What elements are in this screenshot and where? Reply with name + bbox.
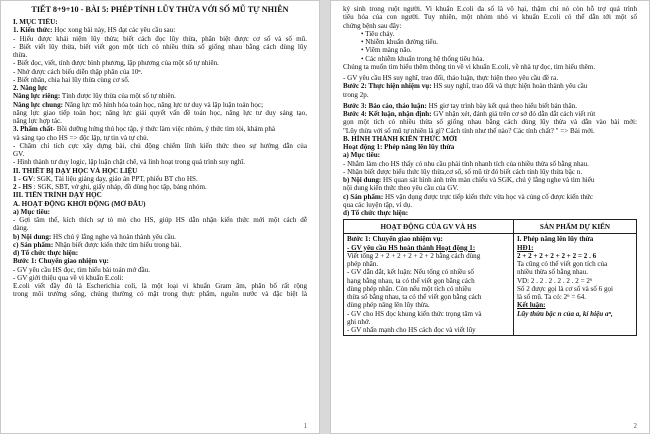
line-lead: 2 - HS <box>13 183 32 191</box>
text-line <box>13 241 307 249</box>
underlined-text: - GV yêu cầu HS hoàn thành Hoạt động 1: <box>347 243 476 252</box>
text-line <box>343 102 637 110</box>
text-line: là số mũ. Ta có: 2⁶ = 64. <box>516 293 587 301</box>
text-line: hạng bằng nhau, ta có thể viết gọn bằng cách <box>347 276 475 285</box>
underlined-text: Kết luận: <box>516 301 546 310</box>
text-line: Chúng ta muốn tìm hiểu thêm thông tin về vi khuẩn E.coli, về nhà tự đọc, tìm hiểu thêm. <box>343 62 596 71</box>
line-rest: Năng lực mô hình hóa toán học, năng lực tư duy và lập luận toán học; <box>62 100 264 109</box>
text-line <box>13 26 307 34</box>
text-line: tiêu hóa của con người. Tuy nhiên, một nhóm nhỏ vi khuẩn E.coli có thể dẫn tới một số <box>343 13 637 22</box>
line-lead: Năng lực chung: <box>13 100 63 109</box>
text-line: - Biết nhân, chia hai lũy thừa cùng cơ số. <box>13 75 130 84</box>
text-line: - GV dẫn dắt, kết luận: Nếu tổng có nhiều số <box>347 268 474 277</box>
text-line: và sáng tạo cho HS => độc lập, tự tin và tự chủ. <box>13 133 149 142</box>
underlined-text: HĐ1: <box>516 243 534 252</box>
text-line <box>13 101 307 109</box>
text-line <box>343 176 637 184</box>
lesson-title: TIẾT 8+9+10 - BÀI 5: PHÉP TÍNH LŨY THỪA VỚI SỐ MŨ TỰ NHIÊN <box>31 5 289 14</box>
text-line: ký sinh trong ruột người. Vi khuẩn E.coli đa số là vô hại, thậm chí nó còn hỗ trợ quá trình <box>343 5 637 13</box>
table-header-activities: HOẠT ĐỘNG CỦA GV VÀ HS <box>344 220 514 234</box>
line-rest: GV nhận xét, đánh giá trên cơ sở đó dẫn dắt cách viết rút <box>431 110 596 118</box>
line-rest: Nhận biết được kiến thức tìm hiểu trong bài. <box>53 240 182 249</box>
text-line <box>343 82 637 90</box>
line-lead: 1. Kiến thức: <box>13 26 53 35</box>
text-line <box>343 193 637 201</box>
text-line: 2 + 2 + 2 + 2 + 2 + 2 = 2 . 6 <box>516 251 597 260</box>
line-lead: c) Sản phẩm: <box>13 240 54 249</box>
text-line: - GV nhấn mạnh cho HS cách đọc và viết lũy <box>347 326 476 334</box>
text-line: I. Phép nâng lên lũy thừa <box>516 235 594 244</box>
text-line: II. THIẾT BỊ DẠY HỌC VÀ HỌC LIỆU <box>13 166 138 175</box>
text-line: gọn một tích có nhiều thừa số giống nhau bằng cách dùng lũy thừa và dẫn vào bài mới: <box>343 118 637 127</box>
text-line: A. HOẠT ĐỘNG KHỞI ĐỘNG (MỞ ĐẦU) <box>13 199 146 208</box>
page-number: 2 <box>633 422 637 430</box>
document-page-1 <box>0 0 320 434</box>
text-line: dùng phép nhân. Còn nếu một tích có nhiều <box>347 284 471 293</box>
text-line <box>517 301 633 309</box>
text-line: • Nhiễm khuẩn đường tiểu. <box>361 38 438 46</box>
text-line: Lũy thừa bậc n của a, kí hiệu aⁿ, <box>516 309 613 318</box>
text-line: - Chăm chỉ tích cực xây dựng bài, chủ động chiếm lĩnh kiến thức theo sự hướng dẫn của <box>13 141 307 150</box>
text-line: - Hình thành tư duy logic, lập luận chặt chẽ, và linh hoạt trong quá trình suy nghĩ. <box>13 158 245 167</box>
text-line: Viết tổng 2 + 2 + 2 + 2 + 2 + 2 bằng cách dùng <box>347 251 481 260</box>
text-line: thừa. <box>13 51 28 59</box>
text-line: dàng. <box>13 224 29 233</box>
page-1-body <box>13 18 307 299</box>
text-line: III. TIẾN TRÌNH DẠY HỌC <box>13 191 102 200</box>
line-lead: b) Nội dung: <box>343 176 382 184</box>
text-line: - Nhận biết được biểu thức lũy thừa,cơ số, số mũ từ đó biết cách tính lũy thừa bậc n. <box>343 167 583 176</box>
line-rest: Học xong bài này, HS đạt các yêu cầu sau: <box>52 26 176 35</box>
text-line: - GV yêu cầu HS đọc, tìm hiểu bài toán mở đầu. <box>13 265 150 274</box>
text-line: GV. <box>13 150 25 158</box>
table-cell-activities <box>344 234 514 336</box>
text-line: ghi nhớ. <box>347 317 371 326</box>
text-line: • Tiêu chảy. <box>361 29 395 38</box>
text-line: Hoạt động 1: Phép nâng lên lũy thừa <box>343 143 455 151</box>
text-line: chứng bệnh sau đây: <box>343 21 402 30</box>
text-line: dùng phép nâng lên lũy thừa. <box>347 301 430 310</box>
text-line: năng lực giao tiếp toán học; năng lực giải quyết vấn đề toán học, năng lực tư duy sáng tạo, <box>13 108 307 117</box>
line-lead: Bước 3: Báo cáo, thảo luận: <box>343 101 427 110</box>
line-rest: : SGK, SBT, vở ghi, giấy nháp, đồ dùng học tập, bảng nhóm. <box>31 183 207 191</box>
line-rest: : SGK, Tài liệu giảng dạy, giáo án PPT, phiếu BT cho HS. <box>33 174 198 183</box>
text-line: - GV yêu cầu HS suy nghĩ, trao đổi, thảo luận, thực hiện theo yêu cầu đề ra. <box>343 74 559 82</box>
line-rest: HS chú ý lắng nghe và hoàn thành yêu cầu. <box>51 232 176 241</box>
text-line <box>13 233 307 241</box>
line-lead: Bước 2: Thực hiện nhiệm vụ: <box>343 82 432 91</box>
text-line: phép nhân. <box>347 260 379 268</box>
text-line <box>347 244 510 252</box>
line-rest: HS suy nghĩ, trao đổi và thực hiện hoàn thành yêu cầu <box>431 82 588 91</box>
text-line: thừa số bằng nhau, ta có thể viết gọn bằng cách <box>347 293 482 301</box>
text-line: • Viêm màng não. <box>361 46 412 55</box>
text-line: • Các nhiễm khuẩn trong hệ thống tiêu hóa. <box>361 54 485 63</box>
text-line: nội dung kiến thức theo yêu cầu của GV. <box>343 184 459 193</box>
line-rest: HS quan sát hình ảnh trên màn chiếu và SGK, chú ý lắng nghe và tìm hiểu <box>381 176 595 184</box>
text-line: - Hiểu được khái niệm lũy thừa; biết cách đọc lũy thừa, phân biệt được cơ số và số mũ. <box>13 34 307 43</box>
line-lead: 1 - GV <box>13 174 34 183</box>
activity-table <box>343 219 637 336</box>
text-line: Ta cũng có thể viết gọn tích của <box>516 260 608 268</box>
text-line: a) Mục tiêu: <box>13 207 51 216</box>
text-line: - Gợi tâm thế, kích thích sự tò mò cho HS, giúp HS dẫn nhận kiến thức mới một cách dễ <box>13 216 307 224</box>
text-line: B. HÌNH THÀNH KIẾN THỨC MỚI <box>343 134 458 143</box>
text-line: d) Tổ chức thực hiện: <box>13 249 79 257</box>
text-line <box>13 175 307 183</box>
text-line: - Nhắm làm cho HS thấy có nhu cầu phải tính nhanh tích của nhiều thừa số bằng nhau. <box>343 159 589 168</box>
text-line: Bước 1: Chuyển giao nhiệm vụ: <box>347 235 443 244</box>
text-line: I. MỤC TIÊU: <box>13 18 58 26</box>
table-header-products: SẢN PHẨM DỰ KIẾN <box>513 220 636 234</box>
table-row <box>344 234 637 336</box>
text-line: trong môi trường sống, chúng thường có mặt trong thực phẩm, nguồn nước và đặc biệt là <box>13 290 307 299</box>
line-lead: c) Sản phẩm: <box>343 192 384 201</box>
page-number: 1 <box>303 422 307 430</box>
line-rest: HS vận dụng được trực tiếp kiến thức vừa học và củng cố được kiến thức <box>383 192 594 201</box>
text-line <box>517 244 633 252</box>
line-lead: 3. Phẩm chất <box>13 125 53 134</box>
text-line: Số 2 được gọi là cơ số và số 6 gọi <box>516 284 614 293</box>
text-line: nhiều thừa số bằng nhau. <box>516 268 588 277</box>
text-line: a) Mục tiêu: <box>343 151 381 160</box>
text-line: - Biết viết lũy thừa, biết viết gọn một tích có nhiều thừa số giống nhau bằng cách dùng lũy <box>13 42 307 51</box>
text-line: - Biết đọc, viết, tính được bình phương, lập phương của một số tự nhiên. <box>13 59 219 68</box>
text-line: - GV cho HS đọc khung kiến thức trọng tâm và <box>347 309 482 318</box>
text-line: - Nhớ được cách biểu diễn thập phân của 10ⁿ. <box>13 67 143 76</box>
text-line: VD: 2 . 2 . 2 . 2 . 2 . 2 = 2⁶ <box>516 276 593 285</box>
page-2-body <box>343 5 637 217</box>
text-line: trong 2p. <box>343 90 369 99</box>
text-line <box>343 110 637 118</box>
line-rest: Tính được lũy thừa của một số tự nhiên. <box>60 92 176 101</box>
line-lead: Năng lực riêng: <box>13 92 61 101</box>
text-line: Bước 1: Chuyển giao nhiệm vụ: <box>13 257 109 266</box>
table-header-row <box>344 220 637 234</box>
line-lead: b) Nội dung: <box>13 232 52 241</box>
text-line: "Lũy thừa với số mũ tự nhiên là gì? Cách tính như thế nào? Các tính chất? " => Bài mới. <box>343 126 595 135</box>
text-line: - GV giới thiệu qua về vi khuẩn E.coli: <box>13 273 124 282</box>
text-line: qua các luyện tập, ví dụ. <box>343 200 413 209</box>
table-cell-products <box>513 234 636 336</box>
text-line <box>13 183 307 191</box>
text-line: năng lực hợp tác. <box>13 117 62 125</box>
text-line: E.coli viết đầy đủ là Escherichia coli, là một loại vi khuẩn Gram âm, phân bố rất rộng <box>13 282 307 290</box>
line-rest: HS giơ tay trình bày kết quả theo hiểu biết bản thân. <box>426 101 577 110</box>
line-lead: Bước 4: Kết luận, nhận định: <box>343 110 432 118</box>
line-rest: - Bồi dưỡng hứng thú học tập, ý thức làm việc nhóm, ý thức tìm tòi, khám phá <box>52 125 276 134</box>
text-line <box>13 92 307 100</box>
text-line: d) Tổ chức thực hiện: <box>343 209 409 217</box>
text-line <box>13 125 307 133</box>
text-line: 2. Năng lực <box>13 84 48 92</box>
document-page-2 <box>330 0 650 434</box>
